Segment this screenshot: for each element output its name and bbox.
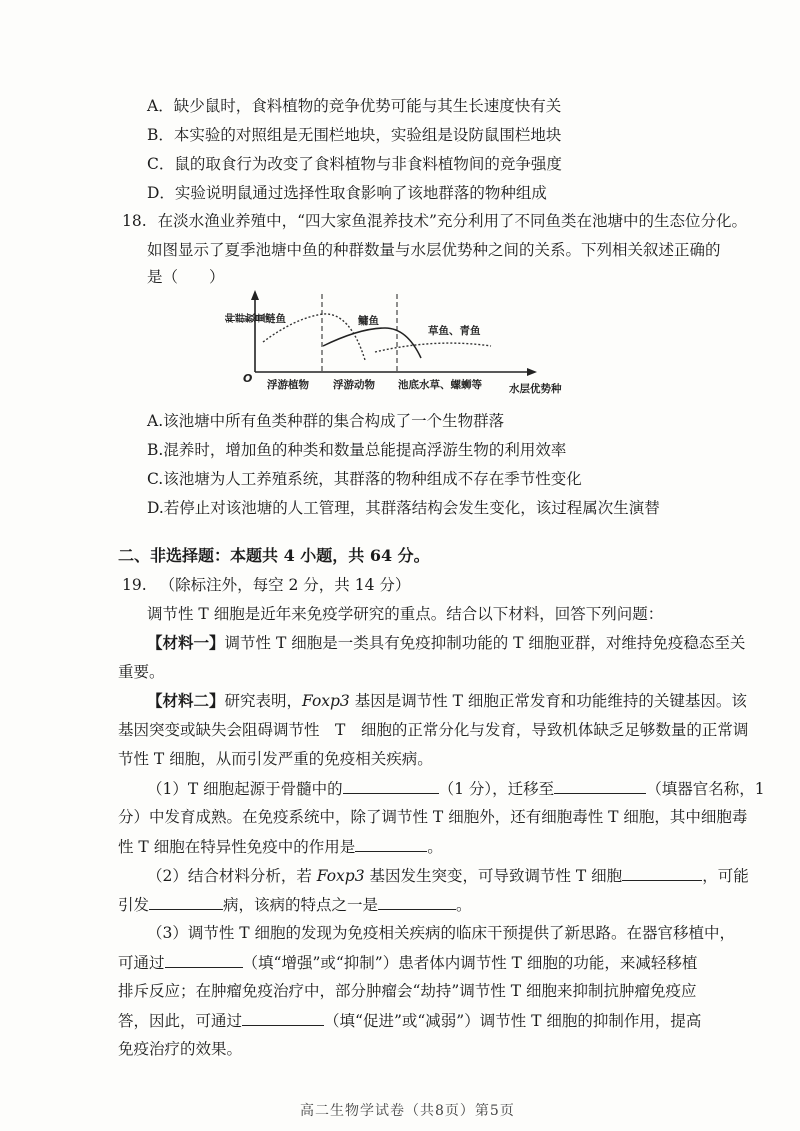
q19-part2-line2-b: 病，该病的特点之一是: [223, 896, 379, 914]
q17-option-d: D．实验说明鼠通过选择性取食影响了该地群落的物种组成: [147, 184, 547, 202]
x-tick-label-3: 池底水草、螺蛳等: [398, 379, 482, 391]
q19-part1-blank1[interactable]: [343, 777, 439, 794]
series-grass-black-carp-curve: [375, 343, 491, 352]
q19-part3-line3: 排斥反应；在肿瘤免疫治疗中，部分肿瘤会“劫持”调节性 T 细胞来抑制抗肿瘤免疫应: [118, 982, 697, 1000]
q19-part3-line5: 免疫治疗的效果。: [118, 1040, 243, 1058]
q19-material1-tag: 【材料一】: [147, 633, 225, 652]
q19-part2-blank3[interactable]: [378, 893, 456, 910]
page-footer: 高二生物学试卷（共8页）第5页: [300, 1103, 515, 1119]
q17-option-a: A．缺少鼠时，食料植物的竞争优势可能与其生长速度快有关: [147, 97, 562, 115]
q19-material2-line2: 基因突变或缺失会阻碍调节性 T 细胞的正常分化与发育，导致机体缺乏足够数量的正常调: [118, 721, 749, 739]
series-label-silver-carp: 鲢鱼: [265, 313, 286, 325]
q18-option-a: A.该池塘中所有鱼类种群的集合构成了一个生物群落: [147, 412, 505, 430]
q19-part3-blank1[interactable]: [165, 951, 243, 968]
q19-part2-blank2[interactable]: [149, 893, 223, 910]
q19-part2-line2-a: 引发: [118, 896, 150, 914]
q19-material2-text-a: 研究表明，: [224, 692, 303, 710]
q19-part2-line2: [118, 893, 472, 916]
chart-y-arrow: [251, 290, 259, 300]
q18-option-c: C.该池塘为人工养殖系统，其群落的物种组成不存在季节性变化: [147, 470, 582, 488]
q17-option-c: C．鼠的取食行为改变了食料植物与非食料植物间的竞争强度: [147, 155, 562, 173]
q19-material2-tag: 【材料二】: [147, 691, 225, 710]
q19-material1-line1: [147, 632, 745, 654]
q19-part3-line4-a: 答，因此，可通过: [118, 1012, 243, 1030]
q19-part3-line2-a: 可通过: [118, 954, 165, 972]
q18-stem-line3: 是（ ）: [147, 268, 225, 286]
x-tick-label-1: 浮游植物: [267, 379, 309, 391]
q19-gene-name: Foxp3: [302, 692, 350, 710]
q18-option-b: B.混养时，增加鱼的种类和数量总能提高浮游生物的利用效率: [147, 441, 567, 459]
chart-origin-label: O: [243, 372, 253, 385]
x-tick-label-2: 浮游动物: [333, 379, 375, 391]
q19-part1-blank3[interactable]: [355, 835, 427, 852]
q19-part3-line4: [118, 1009, 701, 1032]
q19-part2-text-a: （2）结合材料分析，若: [147, 867, 317, 885]
q19-part1-text-a: （1）T 细胞起源于骨髓中的: [147, 780, 343, 798]
series-label-grass-black-carp: 草鱼、青鱼: [428, 325, 481, 337]
q19-part1-blank2[interactable]: [554, 777, 646, 794]
q19-material2-text-b: 基因是调节性 T 细胞正常发育和功能维持的关键基因。该: [349, 692, 747, 710]
q19-part2-line1: [147, 864, 749, 887]
q19-note: （除标注外，每空 2 分，共 14 分）: [159, 576, 411, 594]
q19-part2-line2-c: 。: [456, 896, 472, 914]
q18-stem-line1: [122, 210, 747, 232]
q19-material1-text: 调节性 T 细胞是一类具有免疫抑制功能的 T 细胞亚群，对维持免疫稳态至关: [224, 634, 746, 652]
q18-option-d: D.若停止对该池塘的人工管理，其群落结构会发生变化，该过程属次生演替: [147, 499, 660, 517]
q19-part3-line2: [118, 951, 697, 974]
q19-part2-text-b: 基因发生突变，可导致调节性 T 细胞: [364, 867, 623, 885]
q19-part3-line4-b: （填“促进”或“减弱”）调节性 T 细胞的抑制作用，提高: [324, 1012, 702, 1030]
q19-part1-line2: 分）中发育成熟。在免疫系统中，除了调节性 T 细胞外，还有细胞毒性 T 细胞，其中细胞毒: [118, 808, 748, 826]
section-2-title: 二、非选择题：本题共 4 小题，共 64 分。: [118, 546, 430, 565]
chart-x-arrow: [527, 368, 537, 376]
q19-part1-text-c: （填器官名称，1: [646, 780, 765, 798]
q18-stem-line2: 如图显示了夏季池塘中鱼的种群数量与水层优势种之间的关系。下列相关叙述正确的: [147, 241, 721, 259]
q19-part2-gene: Foxp3: [316, 867, 365, 885]
q19-part3-line1: （3）调节性 T 细胞的发现为免疫相关疾病的临床干预提供了新思路。在器官移植中，: [147, 924, 736, 942]
chart-x-label: 水层优势种: [509, 383, 562, 395]
q19-part2-blank1[interactable]: [622, 864, 702, 881]
q19-intro: 调节性 T 细胞是近年来免疫学研究的重点。结合以下材料，回答下列问题：: [147, 605, 664, 623]
q19-number: 19.: [122, 576, 147, 594]
q19-material2-line1: [147, 690, 747, 712]
chart-y-label: 种群数量: [225, 314, 265, 326]
q18-stem-text1: 在淡水渔业养殖中，“四大家鱼混养技术”充分利用了不同鱼类在池塘中的生态位分化。: [157, 212, 747, 230]
q19-material1-line2: 重要。: [118, 663, 165, 681]
q19-part3-blank2[interactable]: [242, 1009, 324, 1026]
q17-option-b: B．本实验的对照组是无围栏地块，实验组是设防鼠围栏地块: [147, 126, 562, 144]
q19-header: [122, 574, 410, 596]
q18-number: 18.: [122, 212, 147, 230]
q19-part1-text-b: （1 分），迁移至: [438, 780, 555, 798]
q19-part1-line3-text: 性 T 细胞在特异性免疫中的作用是: [118, 838, 356, 856]
q19-part1-line3: [118, 835, 443, 858]
series-bighead-carp-curve: [323, 328, 421, 358]
q19-part3-line2-b: （填“增强”或“抑制”）患者体内调节性 T 细胞的功能，来减轻移植: [242, 954, 698, 972]
series-label-bighead-carp: 鳙鱼: [358, 315, 379, 327]
q19-part1-line3-end: 。: [427, 838, 443, 856]
q19-part2-text-c: ，可能: [702, 867, 749, 885]
q19-part1-line1: [147, 777, 765, 800]
q19-material2-line3: 节性 T 细胞，从而引发严重的免疫相关疾病。: [118, 750, 433, 768]
q18-chart: [225, 288, 585, 400]
